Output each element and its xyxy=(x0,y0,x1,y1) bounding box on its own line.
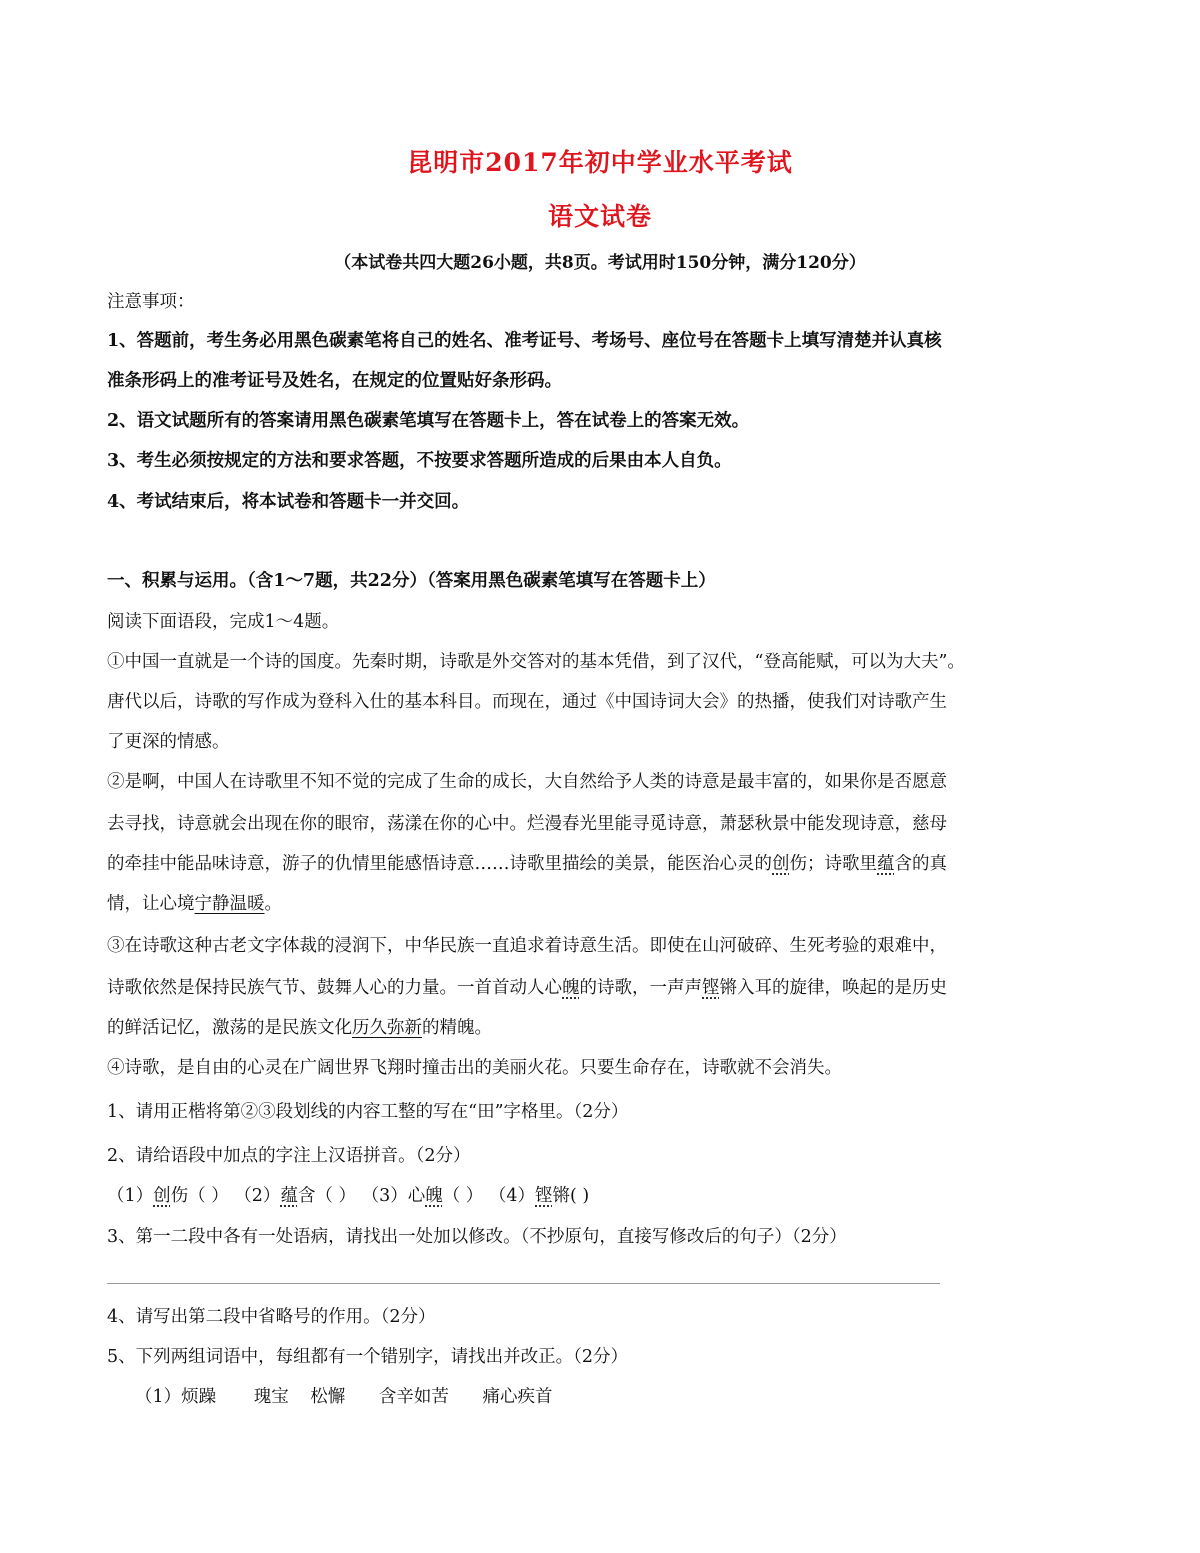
text-span: 的鲜活记忆，激荡的是民族文化 xyxy=(107,1018,352,1038)
underlined-phrase: 宁静温暖 xyxy=(194,894,265,914)
text-span: 。 xyxy=(264,894,282,914)
text-span: （ ） xyxy=(442,1186,484,1206)
text-span: 情，让心境 xyxy=(107,894,195,914)
question-4: 4、请写出第二段中省略号的作用。（2分） xyxy=(107,1307,436,1327)
dotted-char: 铿 xyxy=(535,1186,553,1206)
exam-info: （本试卷共四大题26小题，共8页。考试用时150分钟，满分120分） xyxy=(334,253,866,273)
text-span: （3）心 xyxy=(361,1186,426,1206)
text-span: 伤（ ） xyxy=(170,1186,229,1206)
text-span: 含的真 xyxy=(894,854,947,874)
question-2: 2、请给语段中加点的字注上汉语拼音。（2分） xyxy=(107,1146,471,1166)
text-span: 的牵挂中能品味诗意，游子的仇情里能感悟诗意……诗歌里描绘的美景，能医治心灵的 xyxy=(107,854,772,874)
text-span: （2） xyxy=(234,1186,281,1206)
question-3: 3、第一二段中各有一处语病，请找出一处加以修改。（不抄原句，直接写修改后的句子）（2分） xyxy=(107,1227,847,1247)
dotted-char: 铿 xyxy=(702,978,720,998)
dotted-char: 创 xyxy=(153,1186,171,1206)
underlined-phrase: 历久弥新 xyxy=(352,1018,422,1038)
paragraph-3-line: ③在诗歌这种古老文字体裁的浸润下，中华民族一直追求着诗意生活。即使在山河破碎、生死考验的艰难中， xyxy=(107,936,947,956)
word-item: 松懈 xyxy=(310,1387,346,1407)
notice-item: 1、答题前，考生务必用黑色碳素笔将自己的姓名、准考证号、考场号、座位号在答题卡上填写清楚并认真核 xyxy=(107,331,942,351)
paragraph-2-line: ②是啊，中国人在诗歌里不知不觉的完成了生命的成长，大自然给予人类的诗意是最丰富的，如果你是否愿意 xyxy=(107,772,947,792)
text-span: 含（ ） xyxy=(297,1186,357,1206)
text-span: 锵入耳的旋律，唤起的是历史 xyxy=(719,978,947,998)
text-span: 的诗歌，一声声 xyxy=(579,978,702,998)
question-1: 1、请用正楷将第②③段划线的内容工整的写在“田”字格里。（2分） xyxy=(107,1102,629,1122)
answer-line[interactable] xyxy=(107,1283,940,1284)
dotted-char: 蕴 xyxy=(280,1186,298,1206)
notice-item: 2、语文试题所有的答案请用黑色碳素笔填写在答题卡上，答在试卷上的答案无效。 xyxy=(107,411,750,431)
dotted-char: 魄 xyxy=(425,1186,443,1206)
paragraph-4-line: ④诗歌，是自由的心灵在广阔世界飞翔时撞击出的美丽火花。只要生命存在，诗歌就不会消失。 xyxy=(107,1058,842,1078)
notice-item: 准条形码上的准考证号及姓名，在规定的位置贴好条形码。 xyxy=(107,371,562,391)
word-item: 痛心疾首 xyxy=(482,1387,553,1407)
reading-intro: 阅读下面语段，完成1～4题。 xyxy=(107,612,340,632)
paragraph-2-line xyxy=(107,851,1095,877)
paragraph-2-line xyxy=(107,891,1095,917)
text-span: 锵( ) xyxy=(552,1186,590,1206)
text-span: 诗歌依然是保持民族气节、鼓舞人心的力量。一首首动人心 xyxy=(107,978,562,998)
paragraph-3-line xyxy=(107,975,1095,1001)
question-5-group-1 xyxy=(135,1384,1095,1410)
question-5: 5、下列两组词语中，每组都有一个错别字，请找出并改正。（2分） xyxy=(107,1347,629,1367)
dotted-char: 魄 xyxy=(562,978,580,998)
exam-subtitle: 语文试卷 xyxy=(547,202,652,231)
paragraph-2-line: 去寻找，诗意就会出现在你的眼帘，荡漾在你的心中。烂漫春光里能寻觅诗意，萧瑟秋景中能发现诗意，慈母 xyxy=(107,814,947,834)
dotted-char: 创 xyxy=(772,854,790,874)
paragraph-1-line: 了更深的情感。 xyxy=(107,732,230,752)
word-item: 含辛如苦 xyxy=(378,1387,449,1407)
exam-title: 昆明市2017年初中学业水平考试 xyxy=(407,148,793,177)
paragraph-1-line: ①中国一直就是一个诗的国度。先秦时期，诗歌是外交答对的基本凭借，到了汉代，“登高能赋，可以为大夫”。 xyxy=(107,652,965,672)
question-2-items xyxy=(107,1183,1095,1209)
text-span: （4） xyxy=(488,1186,536,1206)
dotted-char: 蕴 xyxy=(877,854,895,874)
paragraph-3-line xyxy=(107,1015,1095,1041)
paragraph-1-line: 唐代以后，诗歌的写作成为登科入仕的基本科目。而现在，通过《中国诗词大会》的热播，使我们对诗歌产生 xyxy=(107,692,947,712)
section-heading: 一、积累与运用。（含1～7题，共22分）（答案用黑色碳素笔填写在答题卡上） xyxy=(107,571,716,591)
notice-item: 4、考试结束后，将本试卷和答题卡一并交回。 xyxy=(107,492,470,512)
text-span: 伤；诗歌里 xyxy=(789,854,877,874)
notice-heading: 注意事项： xyxy=(107,292,195,312)
word-item: 瑰宝 xyxy=(253,1387,289,1407)
text-span: （1） xyxy=(107,1186,154,1206)
text-span: 的精魄。 xyxy=(422,1018,492,1038)
notice-item: 3、考生必须按规定的方法和要求答题，不按要求答题所造成的后果由本人自负。 xyxy=(107,451,732,471)
word-item: （1）烦躁 xyxy=(135,1387,217,1407)
